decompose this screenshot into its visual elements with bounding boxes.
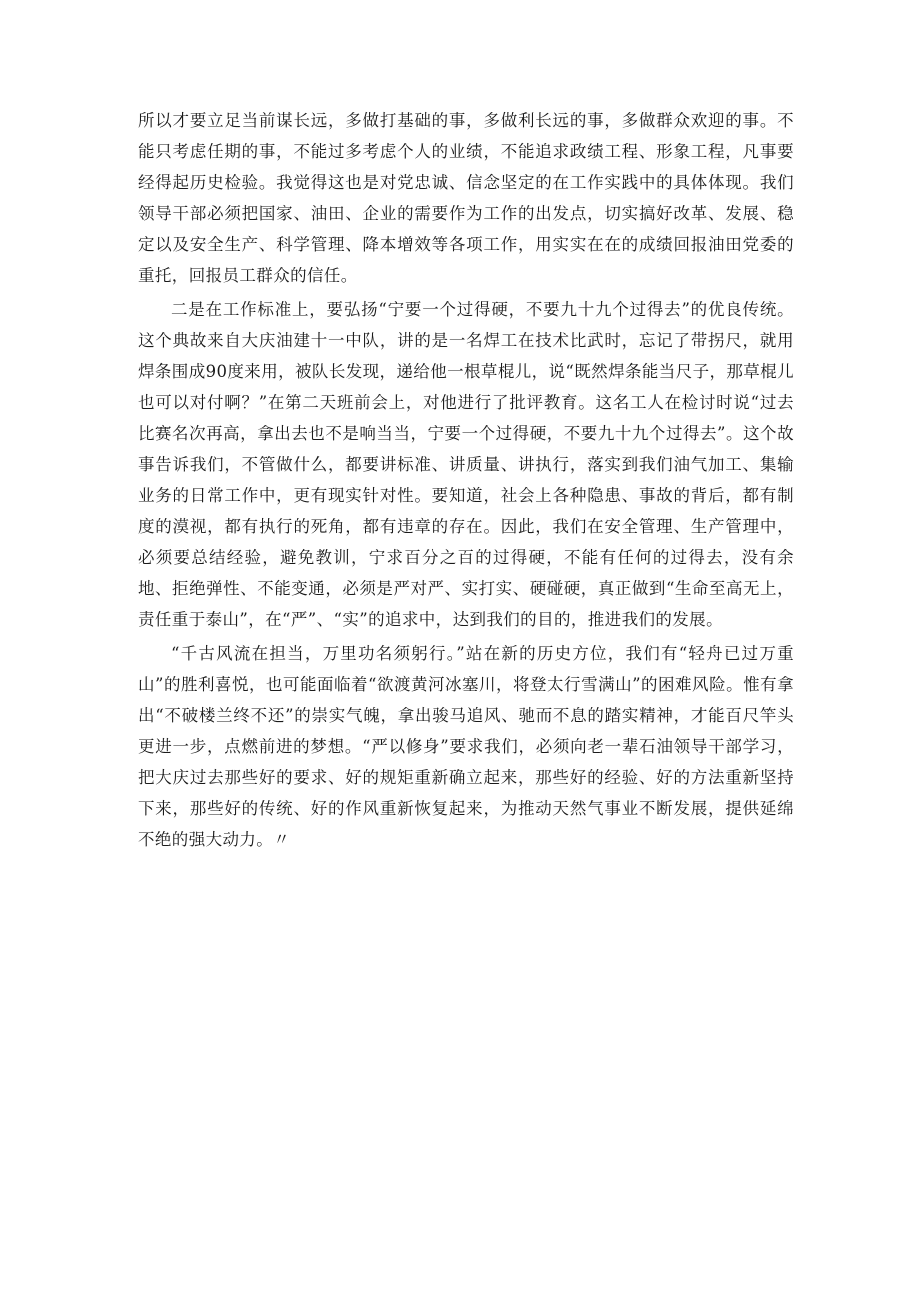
paragraph-3: “千古风流在担当，万里功名须躬行。”站在新的历史方位，我们有“轻舟已过万重山”的胜利喜悦，也可能面临着“欲渡黄河冰塞川，将登太行雪满山”的困难风险。惟有拿出“不破楼兰终不还”的崇实气魄，拿出骏马追风、驰而不息的踏实精神，才能百尺竿头更进一步，点燃前进的梦想。“严以修身”要求我们，必须向老一辈石油领导干部学习，把大庆过去那些好的要求、好的规矩重新确立起来，那些好的经验、好的方法重新坚持下来，那些好的传统、好的作风重新恢复起来，为推动天然气事业不断发展，提供延绵不绝的强大动力。〃	[138, 644, 794, 849]
paragraph-2: 二是在工作标准上，要弘扬“宁要一个过得硬，不要九十九个过得去”的优良传统。这个典故来自大庆油建十一中队，讲的是一名焊工在技术比武时，忘记了带拐尺，就用焊条围成90度来用，被队长发现，递给他一根草棍儿，说“既然焊条能当尺子，那草棍儿也可以对付啊？”在第二天班前会上，对他进行了批评教育。这名工人在检讨时说“过去比赛名次再高，拿出去也不是响当当，宁要一个过得硬，不要九十九个过得去”。这个故事告诉我们，不管做什么，都要讲标准、讲质量、讲执行，落实到我们油气加工、集输业务的日常工作中，更有现实针对性。要知道，社会上各种隐患、事故的背后，都有制度的漠视，都有执行的死角，都有违章的存在。因此，我们在安全管理、生产管理中，必须要总结经验，避免教训，宁求百分之百的过得硬，不能有任何的过得去，没有余地、拒绝弹性、不能变通，必须是严对严、实打实、硬碰硬，真正做到“生命至高无上，责任重于泰山”，在“严”、“实”的追求中，达到我们的目的，推进我们的发展。	[138, 300, 794, 629]
document-body	[138, 105, 794, 858]
paragraph-1: 所以才要立足当前谋长远，多做打基础的事，多做利长远的事，多做群众欢迎的事。不能只考虑任期的事，不能过多考虑个人的业绩，不能追求政绩工程、形象工程，凡事要经得起历史检验。我觉得这也是对党忠诚、信念坚定的在工作实践中的具体体现。我们领导干部必须把国家、油田、企业的需要作为工作的出发点，切实搞好改革、发展、稳定以及安全生产、科学管理、降本增效等各项工作，用实实在在的成绩回报油田党委的重托，回报员工群众的信任。	[138, 111, 794, 285]
